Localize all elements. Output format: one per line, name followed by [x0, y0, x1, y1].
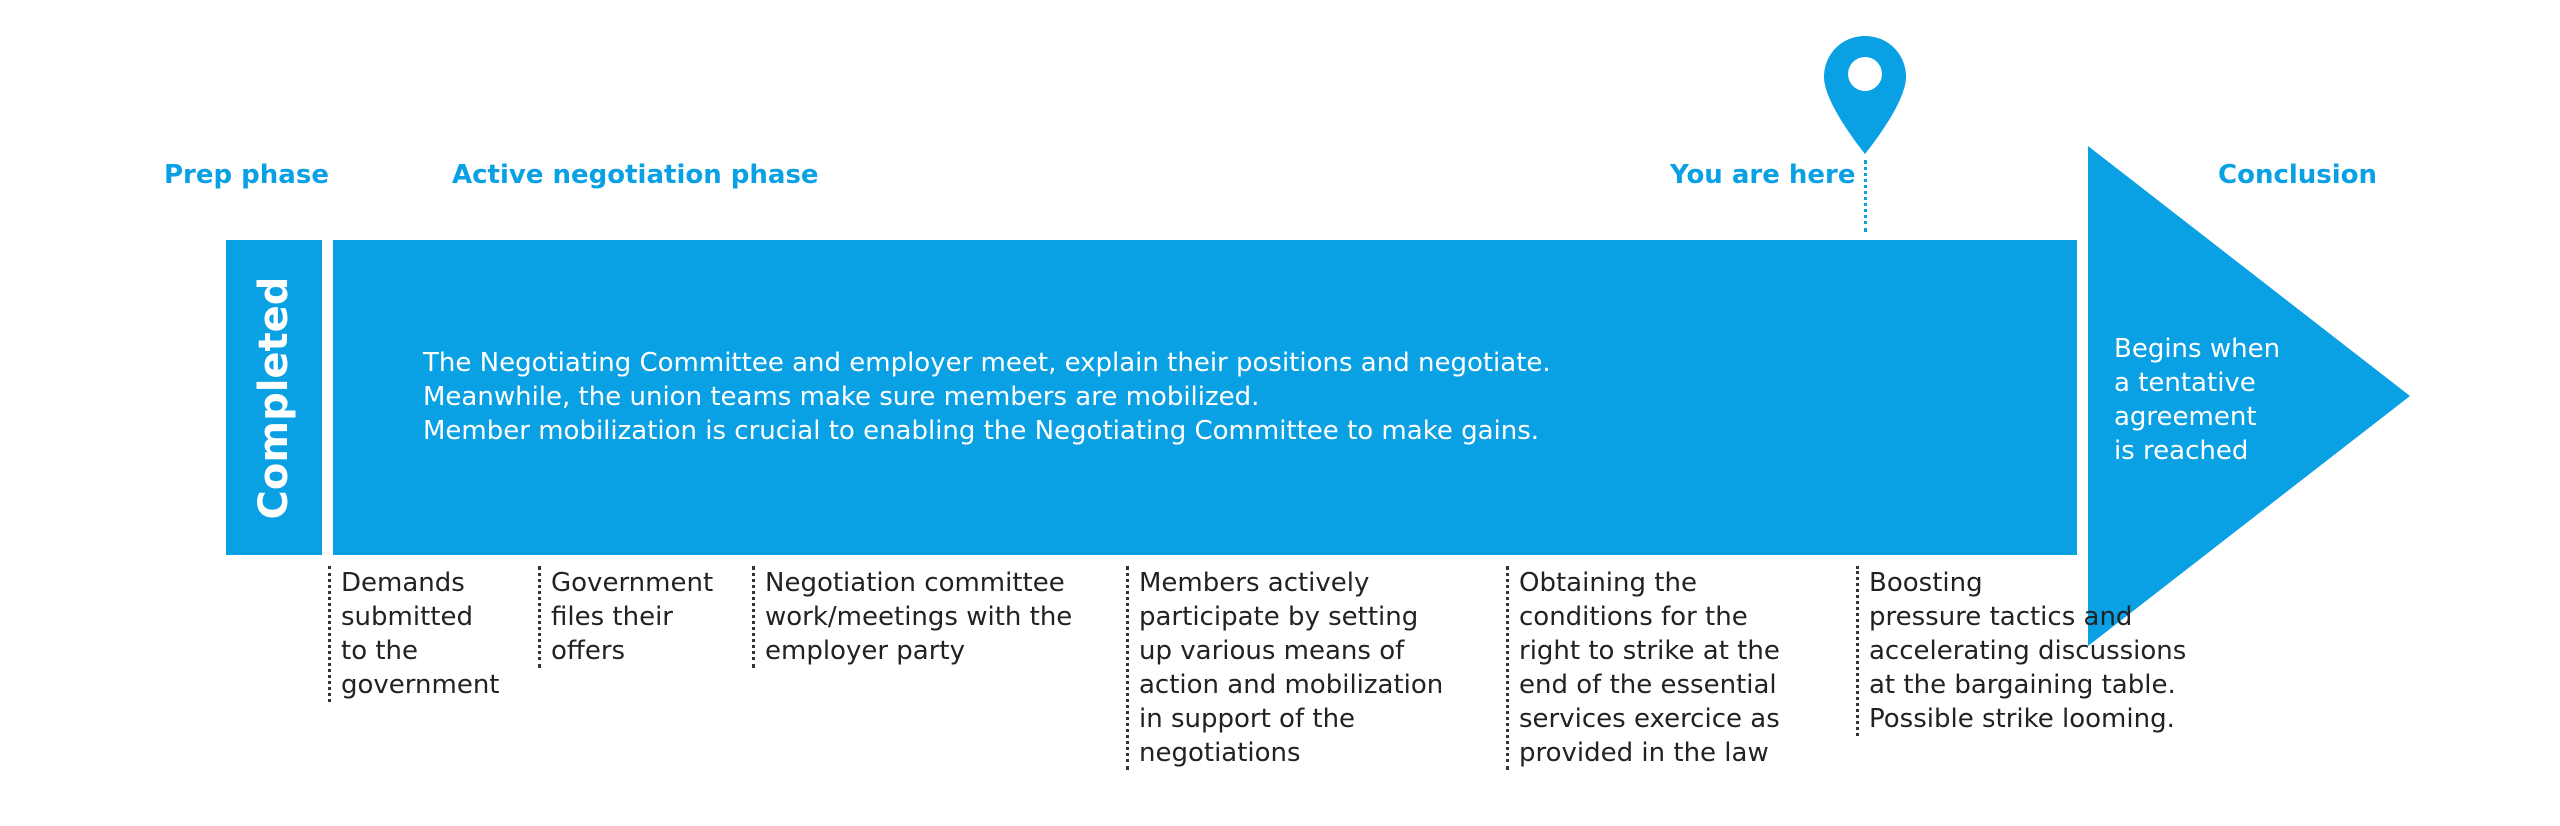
step-committee-meetings [752, 566, 1072, 668]
step-line: right to strike at the [1519, 636, 1780, 666]
step-line: conditions for the [1519, 602, 1748, 632]
step-right-to-strike [1506, 566, 1780, 770]
step-government-offers [538, 566, 713, 668]
step-line: provided in the law [1519, 738, 1769, 768]
step-line: services exercice as [1519, 704, 1780, 734]
step-line: Members actively [1139, 568, 1370, 598]
conclusion-phase-label: Conclusion [2218, 160, 2378, 190]
step-line: to the [341, 636, 419, 666]
prep-phase-label: Prep phase [164, 160, 329, 190]
step-line: accelerating discussions [1869, 636, 2187, 666]
step-line: government [341, 670, 500, 700]
step-line: submitted [341, 602, 473, 632]
step-line: Obtaining the [1519, 568, 1697, 598]
you-are-here-label: You are here [1670, 160, 1856, 190]
description-line: Member mobilization is crucial to enabling the Negotiating Committee to make gains. [423, 416, 1540, 446]
conclusion-line: agreement [2114, 402, 2257, 432]
step-line: up various means of [1139, 636, 1405, 666]
step-line: Possible strike looming. [1869, 704, 2175, 734]
step-line: Boosting [1869, 568, 1983, 598]
step-line: at the bargaining table. [1869, 670, 2176, 700]
step-line: Demands [341, 568, 465, 598]
step-line: end of the essential [1519, 670, 1777, 700]
completed-phase-box [226, 240, 322, 555]
location-pin-icon [1822, 34, 1908, 156]
conclusion-line: a tentative [2114, 368, 2256, 398]
active-negotiation-bar [333, 240, 2077, 555]
step-line: work/meetings with the [765, 602, 1073, 632]
description-line: The Negotiating Committee and employer meet, explain their positions and negotiate. [423, 348, 1551, 378]
step-line: Government [551, 568, 714, 598]
step-line: pressure tactics and [1869, 602, 2133, 632]
active-negotiation-description [423, 346, 1551, 448]
active-negotiation-phase-label: Active negotiation phase [452, 160, 819, 190]
step-line: offers [551, 636, 626, 666]
step-line: employer party [765, 636, 966, 666]
step-line: negotiations [1139, 738, 1301, 768]
step-line: participate by setting [1139, 602, 1419, 632]
step-line: action and mobilization [1139, 670, 1444, 700]
step-line: Negotiation committee [765, 568, 1065, 598]
step-line: files their [551, 602, 673, 632]
you-are-here-marker-line [1864, 160, 1867, 232]
step-line: in support of the [1139, 704, 1356, 734]
step-demands-submitted [328, 566, 500, 702]
step-boosting-pressure [1856, 566, 2186, 736]
description-line: Meanwhile, the union teams make sure members are mobilized. [423, 382, 1260, 412]
step-member-mobilization [1126, 566, 1443, 770]
conclusion-line: Begins when [2114, 334, 2281, 364]
completed-label: Completed [251, 276, 297, 519]
conclusion-line: is reached [2114, 436, 2249, 466]
conclusion-description [2114, 332, 2280, 468]
